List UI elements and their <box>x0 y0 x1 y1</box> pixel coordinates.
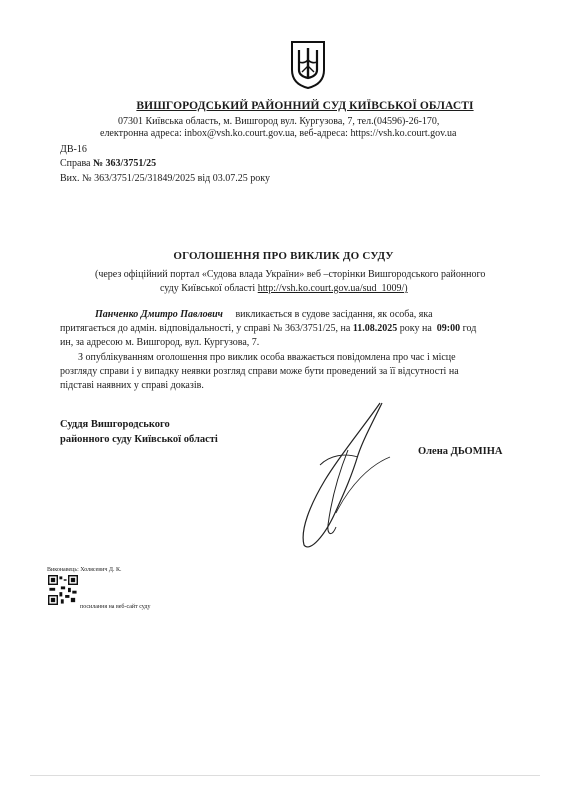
case-reference <box>60 158 156 169</box>
summons-line-1 <box>95 309 433 320</box>
case-number: № 363/3751/25 <box>93 158 157 169</box>
court-address: 07301 Київська область, м. Вишгород вул. Кургузова, 7, тел.(04596)-26-170, <box>118 116 440 127</box>
notice-para-line-1: З опублікуванням оголошення про виклик особа вважається повідомлена про час і місце <box>78 352 456 363</box>
judge-title-2: районного суду Київської області <box>60 434 218 445</box>
qr-code-icon[interactable] <box>48 575 78 605</box>
portal-text: суду Київської області <box>160 283 258 294</box>
person-name: Панченко Дмитро Павлович <box>95 309 223 320</box>
judge-signature-icon <box>270 395 410 550</box>
scan-edge-divider <box>30 775 540 776</box>
notice-title: ОГОЛОШЕННЯ ПРО ВИКЛИК ДО СУДУ <box>173 250 394 262</box>
summons-text-3: року на <box>399 323 432 334</box>
portal-line: (через офіційний портал «Судова влада України» веб –сторінки Вишгородського районного <box>95 269 486 280</box>
summons-text-2: притягається до адмін. відповідальності, у справі № 363/3751/25, на <box>60 323 351 334</box>
notice-para-line-3: підставі наявних у справі доказів. <box>60 380 204 391</box>
outgoing-number: Вих. № 363/3751/25/31849/2025 від 03.07.25 року <box>60 173 270 184</box>
notice-para-line-2: розгляду справи і у випадку неявки розгляд справи може бути проведений за її відсутності на <box>60 366 459 377</box>
form-code: ДВ-16 <box>60 144 87 155</box>
court-name: ВИШГОРОДСЬКИЙ РАЙОННИЙ СУД КИЇВСЬКОЇ ОБЛАСТІ <box>136 100 474 112</box>
judge-name: Олена ДЬОМІНА <box>418 446 503 457</box>
summons-text-4: год <box>462 323 477 334</box>
judge-title-1: Суддя Вишгородського <box>60 419 170 430</box>
case-label: Справа <box>60 158 91 169</box>
summons-line-2 <box>60 323 476 334</box>
hearing-time: 09:00 <box>436 323 461 334</box>
court-portal-link[interactable]: http://vsh.ko.court.gov.ua/sud_1009/) <box>257 283 408 294</box>
hearing-date: 11.08.2025 <box>352 323 398 334</box>
portal-line-2 <box>160 283 408 294</box>
executor-note: Виконавець: Холясевич Д. К. <box>47 567 122 573</box>
qr-caption: посилання на веб-сайт суду <box>80 604 151 610</box>
summons-text-1: викликається в судове засідання, як особа, яка <box>235 309 433 320</box>
summons-line-3: ин, за адресою м. Вишгород, вул. Кургузова, 7. <box>60 337 260 348</box>
trident-emblem-icon <box>288 40 328 90</box>
court-contacts: електронна адреса: inbox@vsh.ko.court.gov.ua, веб-адреса: https://vsh.ko.court.gov.ua <box>100 128 457 139</box>
